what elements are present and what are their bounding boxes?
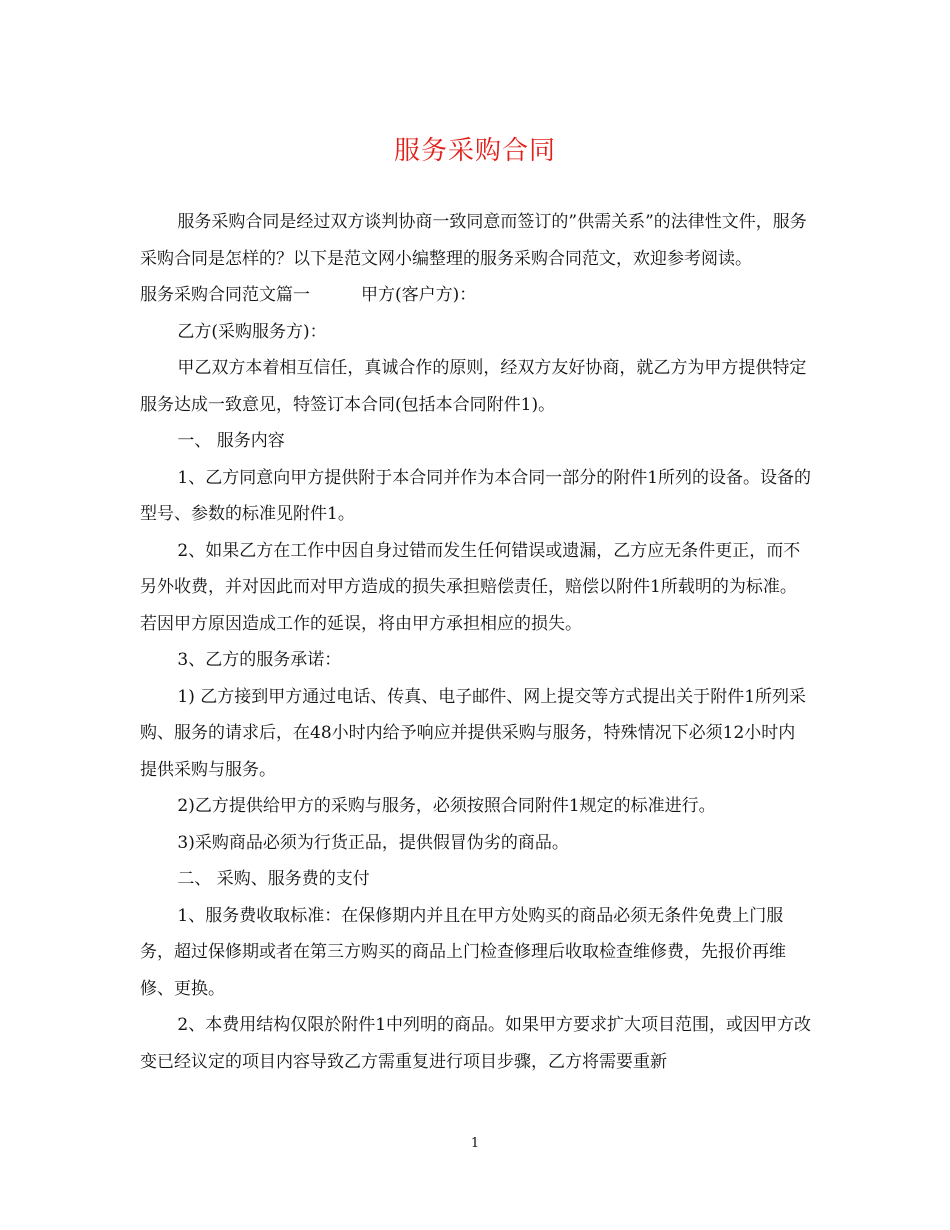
clause-1-2: 2、如果乙方在工作中因自身过错而发生任何错误或遗漏，乙方应无条件更正，而不另外收费，并对因此而对甲方造成的损失承担赔偿责任，赔偿以附件1所载明的为标准。若因甲方原因造成工作的延误，将由甲方承担相应的损失。 (140, 540, 801, 634)
party-a-label: 甲方(客户方)： (361, 285, 477, 305)
section-label: 服务采购合同范文篇一 (140, 285, 310, 305)
intro-paragraph: 服务采购合同是经过双方谈判协商一致同意而签订的”供需关系”的法律性文件，服务采购合同是怎样的？以下是范文网小编整理的服务采购合同范文，欢迎参考阅读。 (140, 212, 807, 269)
party-b-label: 乙方(采购服务方)： (177, 321, 327, 342)
section-heading-1: 一、 服务内容 (177, 431, 285, 451)
page-number: 1 (470, 1136, 480, 1151)
clause-1-3-1: 1) 乙方接到甲方通过电话、传真、电子邮件、网上提交等方式提出关于附件1所列采购、服务的请求后，在48小时内给予响应并提供采购与服务，特殊情况下必须12小时内提供采购与服务。 (140, 686, 807, 780)
clause-2-1: 1、服务费收取标准：在保修期内并且在甲方处购买的商品必须无条件免费上门服务，超过保修期或者在第三方购买的商品上门检查修理后收取检查维修费，先报价再维修、更换。 (140, 905, 786, 999)
document-title: 服务采购合同 (393, 136, 556, 166)
clause-1-3: 3、乙方的服务承诺： (177, 650, 342, 670)
document-body (140, 204, 812, 1080)
section-heading-2: 二、 采购、服务费的支付 (177, 869, 370, 889)
clause-2-2: 2、本费用结构仅限於附件1中列明的商品。如果甲方要求扩大项目范围，或因甲方改变已经议定的项目内容导致乙方需重复进行项目步骤，乙方将需要重新 (140, 1015, 812, 1072)
clause-1-3-3: 3)采购商品必须为行货正品，提供假冒伪劣的商品。 (177, 832, 569, 853)
clause-1-1: 1、乙方同意向甲方提供附于本合同并作为本合同一部分的附件1所列的设备。设备的型号、参数的标准见附件1。 (140, 467, 812, 524)
section-line (140, 277, 812, 314)
preamble-paragraph: 甲乙双方本着相互信任，真诚合作的原则，经双方友好协商，就乙方为甲方提供特定服务达成一致意见，特签订本合同(包括本合同附件1)。 (140, 358, 807, 415)
clause-1-3-2: 2)乙方提供给甲方的采购与服务，必须按照合同附件1规定的标准进行。 (177, 796, 716, 816)
